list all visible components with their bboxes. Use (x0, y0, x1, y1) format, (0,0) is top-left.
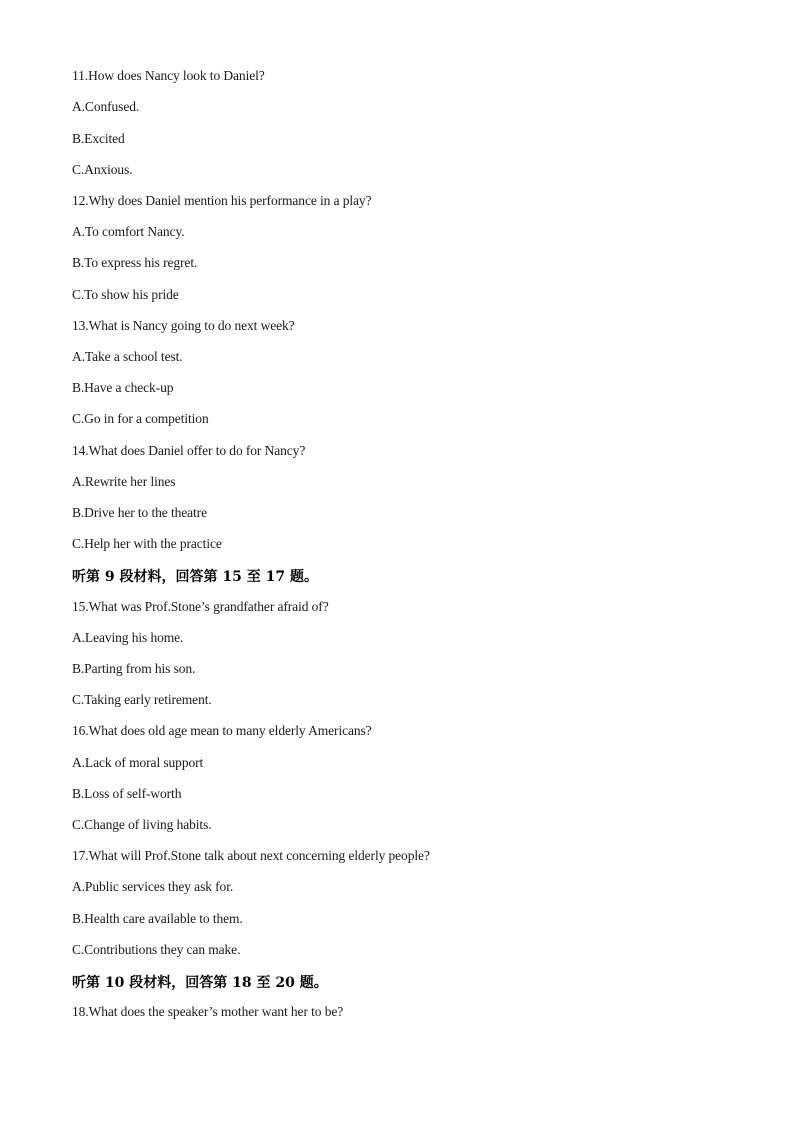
question-15-option-b: B.Parting from his son. (72, 661, 196, 676)
question-14-stem: 14.What does Daniel offer to do for Nancy? (72, 443, 306, 458)
question-15-option-c: C.Taking early retirement. (72, 692, 212, 707)
question-17-stem: 17.What will Prof.Stone talk about next concerning elderly people? (72, 848, 430, 863)
question-14-option-a: A.Rewrite her lines (72, 474, 176, 489)
section-9-heading: 听第 9 段材料，回答第 15 至 17 题。 (72, 569, 318, 585)
question-13-option-c: C.Go in for a competition (72, 411, 209, 426)
question-16-option-b: B.Loss of self-worth (72, 786, 182, 801)
question-11-option-a: A.Confused. (72, 99, 140, 114)
question-11-option-c: C.Anxious. (72, 162, 133, 177)
question-13-option-b: B.Have a check-up (72, 380, 174, 395)
question-17-option-a: A.Public services they ask for. (72, 879, 234, 894)
question-17-option-b: B.Health care available to them. (72, 911, 243, 926)
question-11-stem: 11.How does Nancy look to Daniel? (72, 68, 265, 83)
question-11-option-b: B.Excited (72, 131, 125, 146)
question-15-option-a: A.Leaving his home. (72, 630, 184, 645)
question-15-stem: 15.What was Prof.Stone’s grandfather afraid of? (72, 599, 329, 614)
question-14-option-b: B.Drive her to the theatre (72, 505, 207, 520)
question-14-option-c: C.Help her with the practice (72, 536, 222, 551)
question-16-option-a: A.Lack of moral support (72, 755, 204, 770)
question-16-option-c: C.Change of living habits. (72, 817, 212, 832)
question-18-stem: 18.What does the speaker’s mother want her to be? (72, 1004, 344, 1019)
question-12-option-a: A.To comfort Nancy. (72, 224, 185, 239)
section-10-heading: 听第 10 段材料，回答第 18 至 20 题。 (72, 975, 328, 991)
question-13-stem: 13.What is Nancy going to do next week? (72, 318, 295, 333)
question-12-option-b: B.To express his regret. (72, 255, 198, 270)
question-17-option-c: C.Contributions they can make. (72, 942, 241, 957)
question-12-option-c: C.To show his pride (72, 287, 179, 302)
question-16-stem: 16.What does old age mean to many elderly Americans? (72, 723, 372, 738)
question-13-option-a: A.Take a school test. (72, 349, 183, 364)
question-12-stem: 12.Why does Daniel mention his performance in a play? (72, 193, 372, 208)
